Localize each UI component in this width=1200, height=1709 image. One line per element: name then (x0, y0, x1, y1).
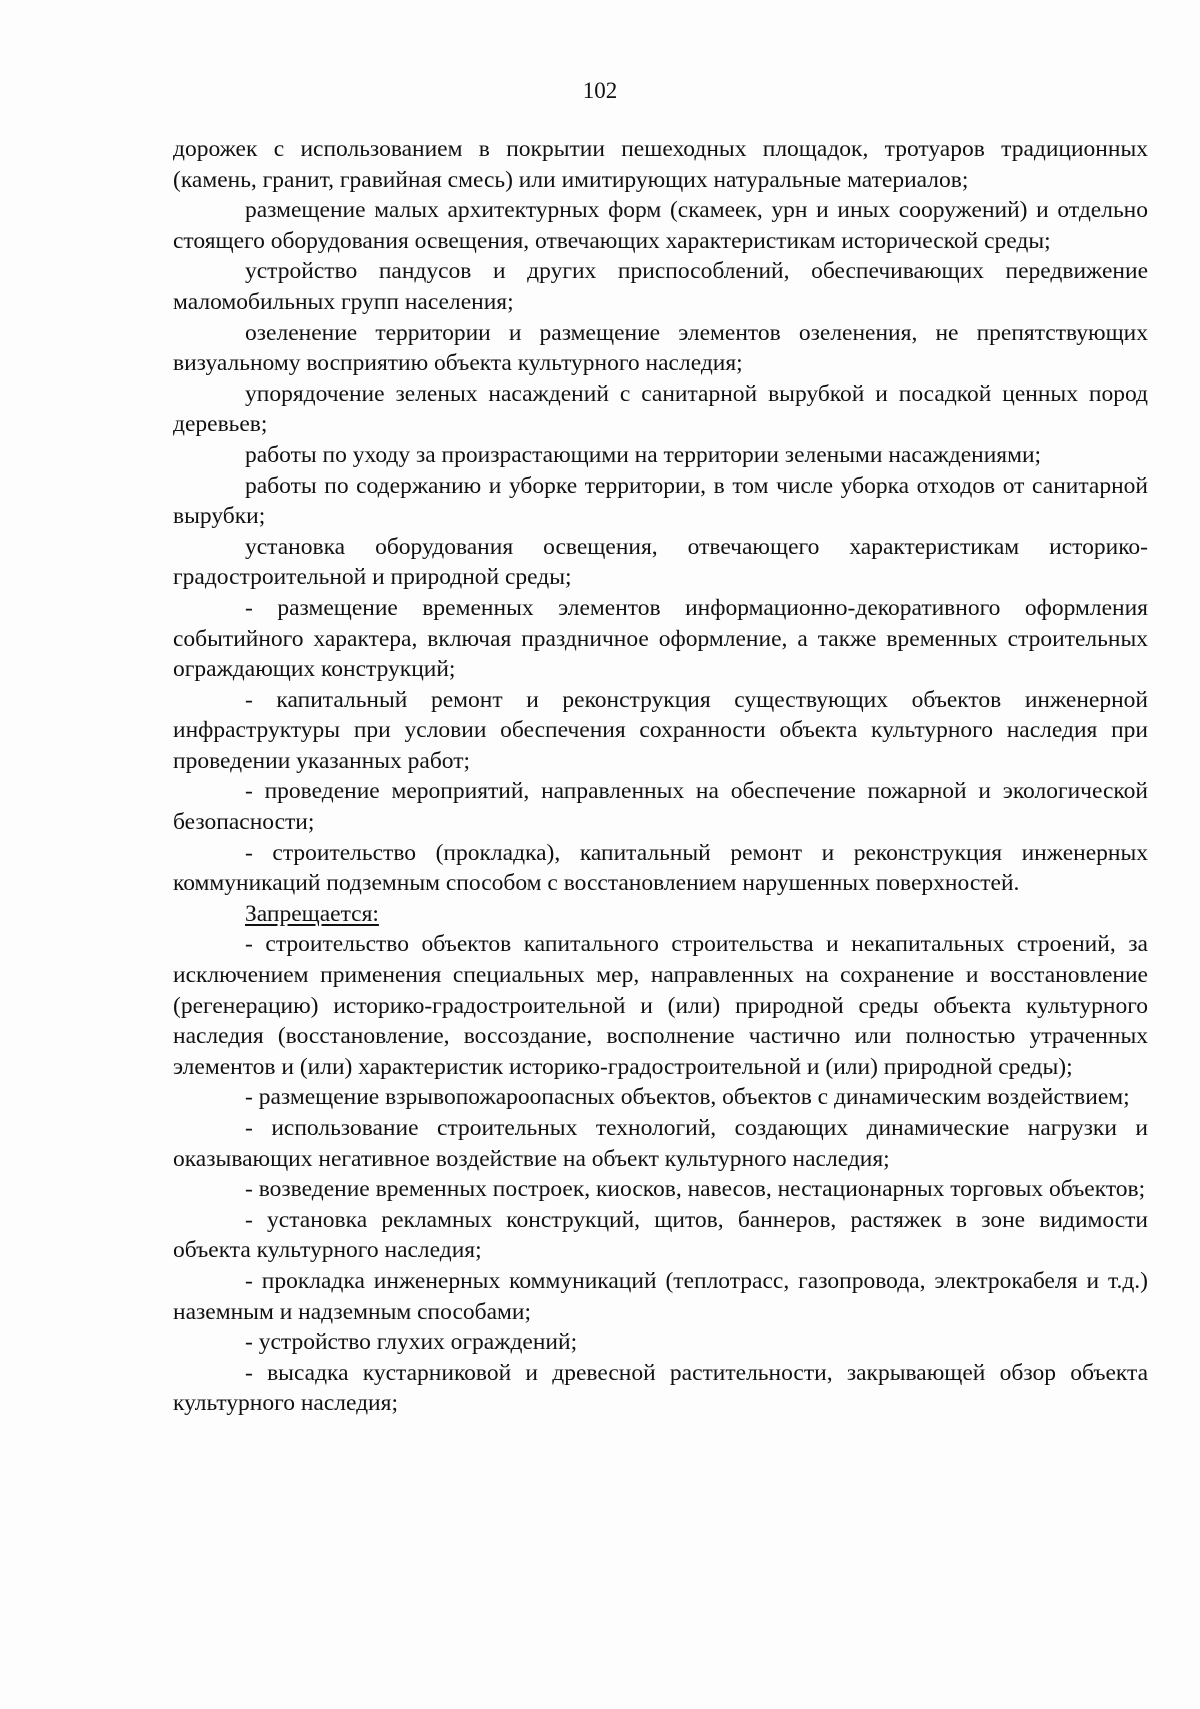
paragraph: размещение малых архитектурных форм (скамеек, урн и иных сооружений) и отдельно стоящего оборудования освещения, отвечающих характеристикам исторической среды; (173, 197, 1148, 254)
paragraph: - размещение взрывопожароопасных объектов, объектов с динамическим воздействием; (245, 1084, 1130, 1111)
page-number: 102 (582, 78, 618, 103)
paragraph: - размещение временных элементов информационно-декоративного оформления событийного характера, включая праздничное оформление, а также временных строительных ограждающих конструкций; (173, 594, 1148, 683)
paragraph: работы по содержанию и уборке территории, в том числе уборка отходов от санитарной вырубки; (173, 472, 1148, 530)
paragraph: - возведение временных построек, киосков, навесов, нестационарных торговых объектов; (245, 1176, 1146, 1203)
paragraph: - устройство глухих ограждений; (245, 1329, 578, 1356)
paragraph: - строительство (прокладка), капитальный ремонт и реконструкция инженерных коммуникаций подземным способом с восстановлением нарушенных поверхностей. (173, 839, 1148, 897)
document-body (173, 134, 1148, 1419)
paragraph: упорядочение зеленых насаждений с санитарной вырубкой и посадкой ценных пород деревьев; (173, 380, 1148, 438)
paragraph: озеленение территории и размещение элементов озеленения, не препятствующих визуальному восприятию объекта культурного наследия; (173, 319, 1148, 377)
paragraph: - строительство объектов капитального строительства и некапитальных строений, за исключением применения специальных мер, направленных на сохранение и восстановление (регенерацию) историко-градостроительной и (или) природной среды объекта культурного наследия (восстановление, воссоздание, восполнение частично или полностью утраченных элементов и (или) характеристик историко-градостроительной и (или) природной среды); (173, 931, 1148, 1080)
paragraph: - высадка кустарниковой и древесной растительности, закрывающей обзор объекта культурного наследия; (173, 1359, 1148, 1417)
paragraph: установка оборудования освещения, отвечающего характеристикам историко-градостроительной и природной среды; (173, 533, 1148, 591)
paragraph: работы по уходу за произрастающими на территории зелеными насаждениями; (245, 441, 1042, 468)
paragraph: - прокладка инженерных коммуникаций (теплотрасс, газопровода, электрокабеля и т.д.) наземным и надземным способами; (173, 1267, 1148, 1325)
paragraph: - проведение мероприятий, направленных на обеспечение пожарной и экологической безопасности; (173, 778, 1148, 836)
paragraph: дорожек с использованием в покрытии пешеходных площадок, тротуаров традиционных (камень, гранит, гравийная смесь) или имитирующих натуральные материалов; (173, 136, 1148, 193)
paragraph: - капитальный ремонт и реконструкция существующих объектов инженерной инфраструктуры при условии обеспечения сохранности объекта культурного наследия при проведении указанных работ; (173, 686, 1148, 774)
paragraph: - использование строительных технологий, создающих динамические нагрузки и оказывающих негативное воздействие на объект культурного наследия; (173, 1115, 1148, 1172)
paragraph: устройство пандусов и других приспособлений, обеспечивающих передвижение маломобильных групп населения; (173, 258, 1148, 315)
prohibited-heading: Запрещается: (245, 900, 379, 927)
paragraph: - установка рекламных конструкций, щитов, баннеров, растяжек в зоне видимости объекта культурного наследия; (173, 1206, 1148, 1264)
